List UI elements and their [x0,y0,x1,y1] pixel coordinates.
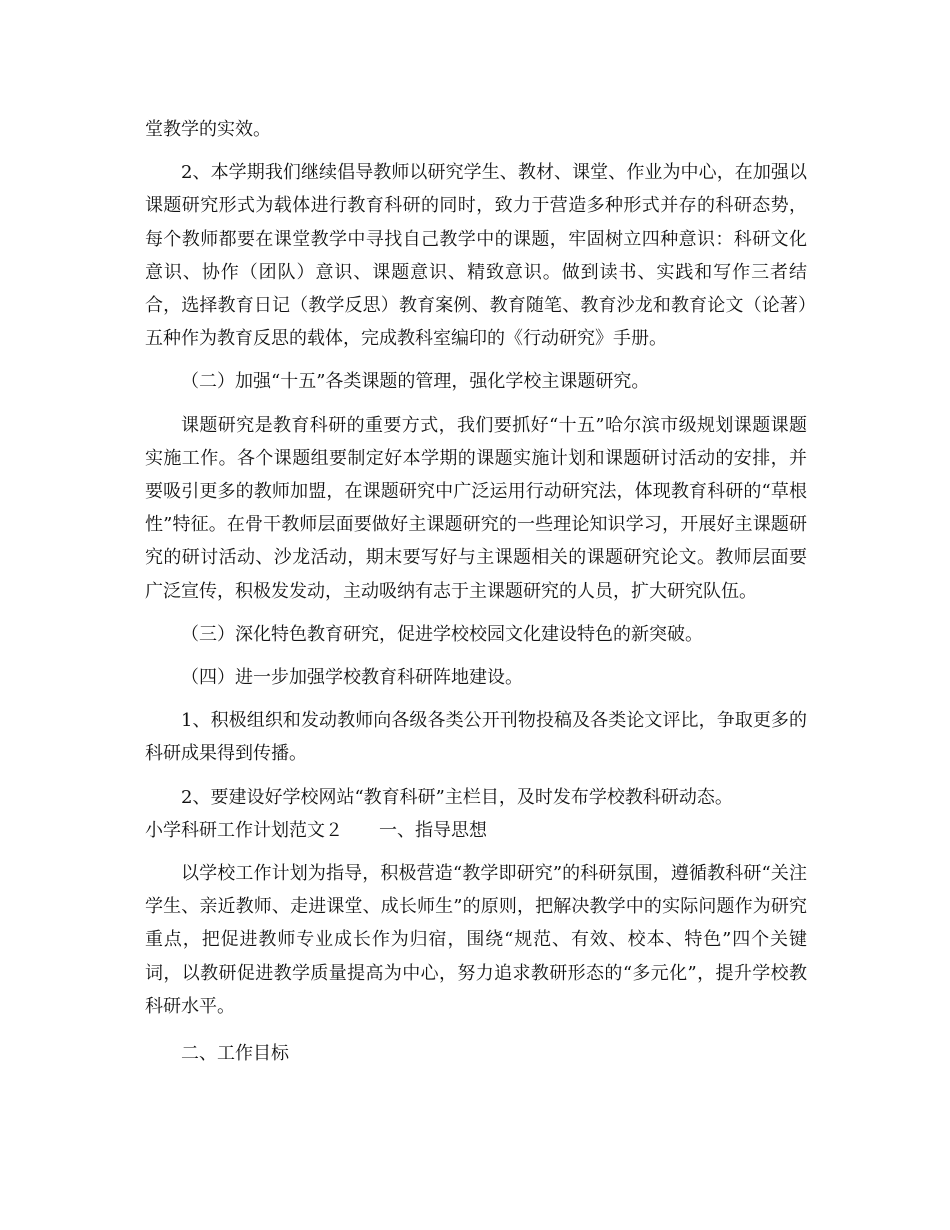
section-heading-goals: 二、工作目标 [181,1043,289,1065]
paragraph-continuation: 堂教学的实效。 [145,119,271,140]
paragraph-item-2b: 2、要建设好学校网站“教育科研”主栏目，及时发布学校教科研动态。 [181,786,733,808]
paragraph-guiding-thought: 以学校工作计划为指导，积极营造“教学即研究”的科研氛围，遵循教科研“关注学生、亲近教师、走进课堂、成长师生”的原则，把解决教学中的实际问题作为研究重点，把促进教师专业成长作为归宿，围绕“规范、有效、校本、特色”四个关键词，以教研促进教学质量提高为中心，努力追求教研形态的“多元化”，提升学校教科研水平。 [145,863,807,1017]
document-body [145,113,807,1070]
section-heading-2: （二）加强“十五”各类课题的管理，强化学校主课题研究。 [181,371,650,393]
section-heading-3: （三）深化特色教育研究，促进学校校园文化建设特色的新突破。 [181,623,703,645]
paragraph-item-2: 2、本学期我们继续倡导教师以研究学生、教材、课堂、作业为中心，在加强以课题研究形式为载体进行教育科研的同时，致力于营造多种形式并存的科研态势，每个教师都要在课堂教学中寻找自己教学中的课题，牢固树立四种意识：科研文化意识、协作（团队）意识、课题意识、精致意识。做到读书、实践和写作三者结合，选择教育日记（教学反思）教育案例、教育随笔、教育沙龙和教育论文（论著）五种作为教育反思的载体，完成教科室编印的《行动研究》手册。 [145,162,807,350]
doc-subtitle-heading: 小学科研工作计划范文２ 一、指导思想 [145,819,487,841]
paragraph-item-1: 1、积极组织和发动教师向各级各类公开刊物投稿及各类论文评比，争取更多的科研成果得到传播。 [145,710,807,765]
paragraph-research: 课题研究是教育科研的重要方式，我们要抓好“十五”哈尔滨市级规划课题课题实施工作。各个课题组要制定好本学期的课题实施计划和课题研讨活动的安排，并要吸引更多的教师加盟，在课题研究中广泛运用行动研究法，体现教育科研的“草根性”特征。在骨干教师层面要做好主课题研究的一些理论知识学习，开展好主课题研究的研讨活动、沙龙活动，期末要写好与主课题相关的课题研究论文。教师层面要广泛宣传，积极发发动，主动吸纳有志于主课题研究的人员，扩大研究队伍。 [145,414,807,602]
section-heading-4: （四）进一步加强学校教育科研阵地建设。 [181,667,523,689]
